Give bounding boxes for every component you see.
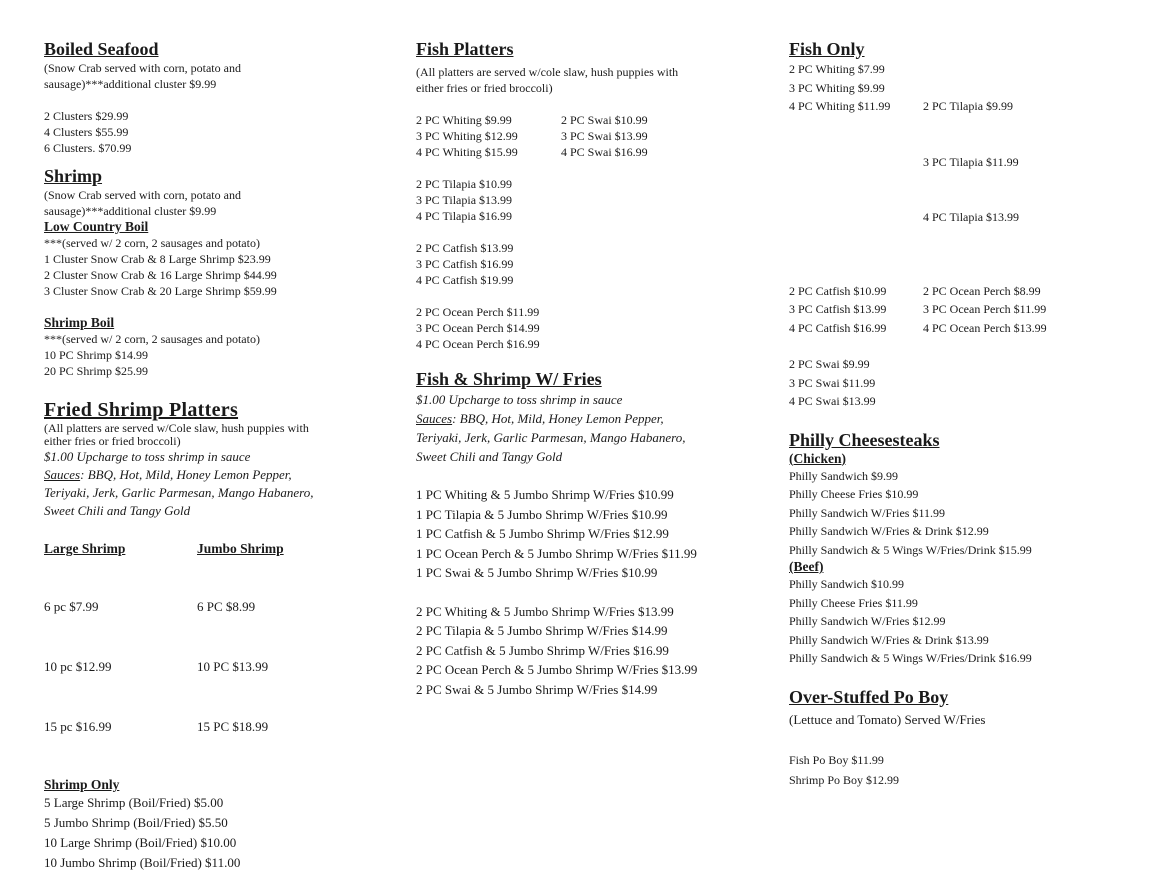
list-item: Philly Sandwich W/Fries & Drink $13.99 xyxy=(789,632,989,647)
list-item: Philly Sandwich W/Fries $12.99 xyxy=(789,614,946,628)
list-item: 5 Large Shrimp (Boil/Fried) $5.00 xyxy=(44,795,224,810)
list-item: 6 pc $7.99 xyxy=(44,599,99,614)
fish-shrimp-sauces: $1.00 Upcharge to toss shrimp in sauce Sauces: BBQ, Hot, Mild, Honey Lemon Pepper, Teriyaki, Jerk, Garlic Parmesan, Mango Habanero, Sweet Chili and Tangy Gold xyxy=(416,392,686,464)
philly-beef-list xyxy=(789,575,1129,668)
list-item: 4 PC Swai $13.99 xyxy=(789,394,876,408)
list-item: 4 Clusters $55.99 xyxy=(44,125,129,139)
two-pc-combos xyxy=(416,602,766,700)
list-item: 2 PC Whiting $7.99 xyxy=(789,62,885,76)
list-item: 10 Large Shrimp (Boil/Fried) $10.00 xyxy=(44,835,237,850)
fried-shrimp-sauces: $1.00 Upcharge to toss shrimp in sauce Sauces: BBQ, Hot, Mild, Honey Lemon Pepper, Teriyaki, Jerk, Garlic Parmesan, Mango Habanero, Sweet Chili and Tangy Gold xyxy=(44,449,314,518)
list-item: Philly Sandwich W/Fries $11.99 xyxy=(789,505,945,520)
list-item: 4 PC Ocean Perch $13.99 xyxy=(923,320,1047,335)
list-item: 4 PC Tilapia $13.99 xyxy=(923,210,1020,224)
po-boy-title: Over-Stuffed Po Boy xyxy=(789,686,949,707)
list-item: 2 Cluster Snow Crab & 16 Large Shrimp $44.99 xyxy=(44,268,277,282)
philly-chicken-title: (Chicken) xyxy=(789,450,846,466)
shrimp-boil-list: ***(served w/ 2 corn, 2 sausages and potato) 10 PC Shrimp $14.99 20 PC Shrimp $25.99 xyxy=(44,331,384,379)
list-item: 2 PC Ocean Perch $8.99 xyxy=(923,283,1041,298)
list-item: 2 PC Whiting & 5 Jumbo Shrimp W/Fries $13.99 xyxy=(416,603,674,619)
list-item: 2 PC Swai $9.99 xyxy=(789,357,870,371)
ocean-perch-group xyxy=(416,304,766,352)
list-item: 3 PC Swai $13.99 xyxy=(561,129,648,143)
list-item: 1 PC Catfish & 5 Jumbo Shrimp W/Fries $12.99 xyxy=(416,526,669,541)
list-item: 20 PC Shrimp $25.99 xyxy=(44,364,149,378)
fish-shrimp-fries-title: Fish & Shrimp W/ Fries xyxy=(416,369,602,389)
fish-platters-title: Fish Platters xyxy=(416,39,514,59)
sauces-label: Sauces xyxy=(416,411,453,426)
boiled-seafood-list xyxy=(44,108,384,156)
jumbo-shrimp-column xyxy=(197,541,357,777)
list-item: 10 pc $12.99 xyxy=(44,659,112,674)
list-item: 3 PC Tilapia $11.99 xyxy=(923,154,1019,169)
list-item: 2 PC Whiting $9.99 xyxy=(416,113,512,127)
tilapia-group xyxy=(416,176,766,224)
list-item: 1 PC Tilapia & 5 Jumbo Shrimp W/Fries $10.99 xyxy=(416,506,668,522)
fried-shrimp-title: Fried Shrimp Platters xyxy=(44,399,239,421)
list-item: 2 PC Tilapia $9.99 xyxy=(923,99,1014,113)
shrimp-boil-title: Shrimp Boil xyxy=(44,315,115,330)
list-item: 3 PC Ocean Perch $14.99 xyxy=(416,321,540,335)
fish-platters-note: (All platters are served w/cole slaw, hush puppies with either fries or fried broccoli) xyxy=(416,65,679,95)
list-item: 3 PC Catfish $13.99 xyxy=(789,302,887,316)
list-item: 2 PC Catfish $10.99 xyxy=(789,283,887,298)
philly-title: Philly Cheesesteaks xyxy=(789,429,940,450)
list-item: 2 PC Catfish $13.99 xyxy=(416,241,514,255)
list-item: 3 PC Tilapia $13.99 xyxy=(416,193,513,207)
low-country-boil-title: Low Country Boil xyxy=(44,219,149,234)
menu-column-2 xyxy=(416,38,766,699)
list-item: Philly Sandwich & 5 Wings W/Fries/Drink $15.99 xyxy=(789,542,1032,557)
list-item: 10 Jumbo Shrimp (Boil/Fried) $11.00 xyxy=(44,855,241,870)
list-item: Philly Sandwich $9.99 xyxy=(789,468,899,483)
shrimp-only-list xyxy=(44,793,384,873)
list-item: 3 Cluster Snow Crab & 20 Large Shrimp $59.99 xyxy=(44,284,277,298)
boiled-seafood-title: Boiled Seafood xyxy=(44,39,159,59)
list-item: 4 PC Tilapia $16.99 xyxy=(416,209,513,223)
list-item: 2 PC Catfish & 5 Jumbo Shrimp W/Fries $16.99 xyxy=(416,642,669,658)
catfish-group xyxy=(416,240,766,288)
list-item: Fish Po Boy $11.99 xyxy=(789,752,884,767)
fried-shrimp-note: (All platters are served w/Cole slaw, hush puppies with either fries or fried broccoli) xyxy=(44,421,309,448)
list-item: Philly Sandwich W/Fries & Drink $12.99 xyxy=(789,524,989,538)
list-item: 2 PC Ocean Perch $11.99 xyxy=(416,305,540,319)
shrimp-title: Shrimp xyxy=(44,166,103,186)
whiting-tilapia-group xyxy=(789,60,1129,264)
list-item: 3 PC Whiting $12.99 xyxy=(416,129,518,143)
list-item: 10 PC $13.99 xyxy=(197,659,269,674)
shrimp-size-table xyxy=(44,541,384,777)
list-item: 3 PC Swai $11.99 xyxy=(789,375,876,390)
list-item: 2 Clusters $29.99 xyxy=(44,109,129,123)
list-item: 2 PC Tilapia & 5 Jumbo Shrimp W/Fries $14.99 xyxy=(416,623,668,638)
large-shrimp-title: Large Shrimp xyxy=(44,541,126,556)
list-item: 15 pc $16.99 xyxy=(44,719,112,734)
list-item: 4 PC Catfish $16.99 xyxy=(789,320,887,335)
list-item: 6 PC $8.99 xyxy=(197,599,256,614)
list-item: Philly Sandwich $10.99 xyxy=(789,577,905,591)
fish-only-title: Fish Only xyxy=(789,39,865,59)
list-item: 1 PC Ocean Perch & 5 Jumbo Shrimp W/Fries $11.99 xyxy=(416,545,697,561)
one-pc-combos xyxy=(416,485,766,583)
swai-group xyxy=(789,355,1129,411)
list-item: 4 PC Whiting $11.99 xyxy=(789,99,891,113)
shrimp-note: (Snow Crab served with corn, potato and sausage)***additional cluster $9.99 xyxy=(44,188,241,218)
po-boy-list xyxy=(789,750,1129,790)
jumbo-shrimp-title: Jumbo Shrimp xyxy=(197,541,284,556)
list-item: 4 PC Swai $16.99 xyxy=(561,145,648,159)
list-item: Philly Cheese Fries $10.99 xyxy=(789,487,919,501)
list-item: 4 PC Whiting $15.99 xyxy=(416,145,518,159)
list-item: 2 PC Swai & 5 Jumbo Shrimp W/Fries $14.99 xyxy=(416,681,658,697)
list-item: 15 PC $18.99 xyxy=(197,719,269,734)
list-item: 4 PC Ocean Perch $16.99 xyxy=(416,337,540,351)
list-item: 1 PC Swai & 5 Jumbo Shrimp W/Fries $10.99 xyxy=(416,565,658,580)
list-item: 2 PC Swai $10.99 xyxy=(561,113,648,127)
list-item: Philly Sandwich & 5 Wings W/Fries/Drink $16.99 xyxy=(789,651,1032,665)
list-item: 2 PC Ocean Perch & 5 Jumbo Shrimp W/Fries $13.99 xyxy=(416,662,698,677)
list-item: 1 PC Whiting & 5 Jumbo Shrimp W/Fries $10.99 xyxy=(416,487,674,502)
list-item: 5 Jumbo Shrimp (Boil/Fried) $5.50 xyxy=(44,815,228,830)
list-item: Shrimp Po Boy $12.99 xyxy=(789,772,900,787)
list-item: 4 PC Catfish $19.99 xyxy=(416,273,514,287)
low-country-boil-list: ***(served w/ 2 corn, 2 sausages and potato) 1 Cluster Snow Crab & 8 Large Shrimp $23.99 2 Cluster Snow Crab & 16 Large Shrimp $44.99 3 Cluster Snow Crab & 20 Large Shrimp $59.99 xyxy=(44,235,384,299)
philly-beef-title: (Beef) xyxy=(789,559,824,574)
menu-column-3 xyxy=(789,38,1129,790)
boiled-seafood-note: (Snow Crab served with corn, potato and sausage)***additional cluster $9.99 xyxy=(44,61,241,91)
catfish-perch-group xyxy=(789,282,1129,338)
sauces-label: Sauces xyxy=(44,467,81,482)
list-item: 10 PC Shrimp $14.99 xyxy=(44,348,149,362)
list-item: 6 Clusters. $70.99 xyxy=(44,141,132,155)
large-shrimp-column xyxy=(44,541,197,777)
list-item: 3 PC Catfish $16.99 xyxy=(416,257,514,271)
po-boy-note: (Lettuce and Tomato) Served W/Fries xyxy=(789,711,986,727)
list-item: 1 Cluster Snow Crab & 8 Large Shrimp $23.99 xyxy=(44,252,271,266)
list-item: 3 PC Ocean Perch $11.99 xyxy=(923,302,1047,316)
list-item: Philly Cheese Fries $11.99 xyxy=(789,595,918,610)
list-item: 3 PC Whiting $9.99 xyxy=(789,80,885,95)
shrimp-only-title: Shrimp Only xyxy=(44,777,120,792)
menu-column-1 xyxy=(44,38,384,873)
list-item: 2 PC Tilapia $10.99 xyxy=(416,177,513,191)
philly-chicken-list xyxy=(789,467,1129,560)
whiting-swai-group xyxy=(416,112,766,160)
